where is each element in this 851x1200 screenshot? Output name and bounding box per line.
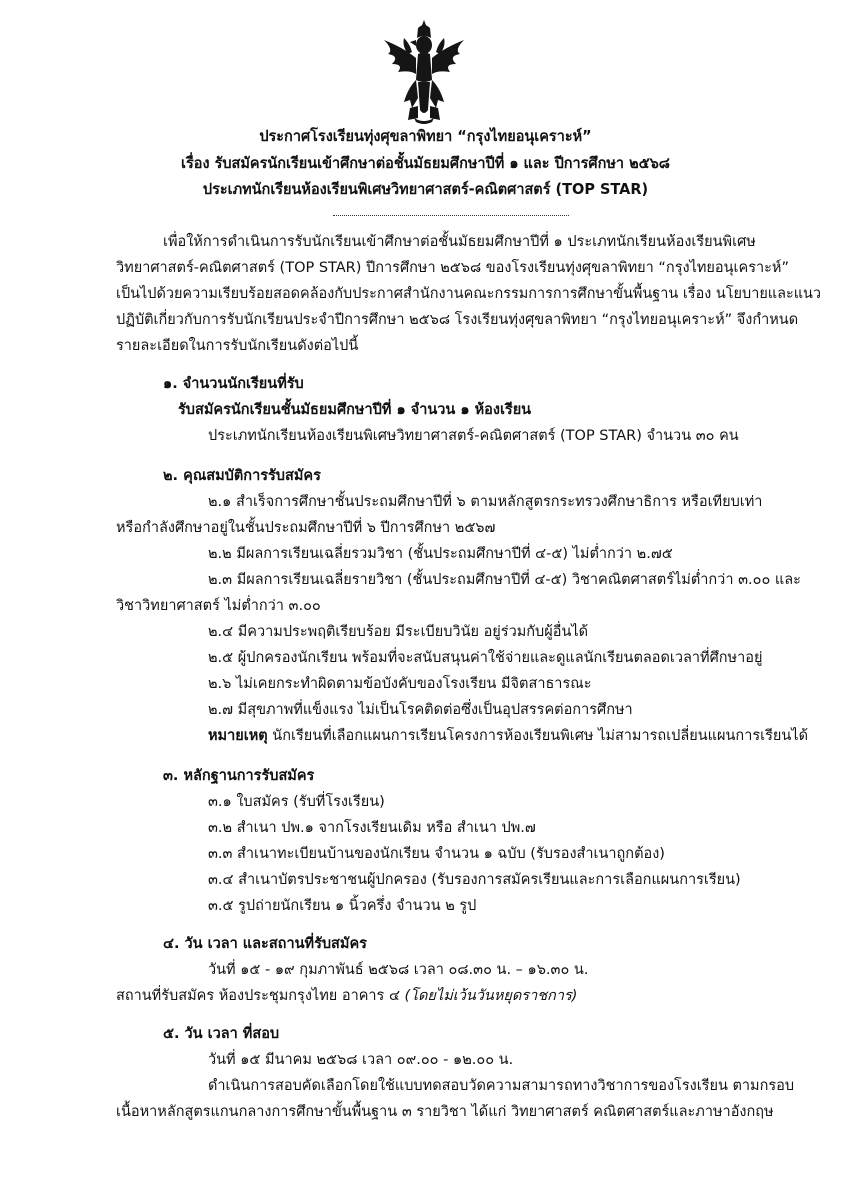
intro-line: เพื่อให้การดำเนินการรับนักเรียนเข้าศึกษาต่อชั้นมัธยมศึกษาปีที่ ๑ ประเภทนักเรียนห้องเรียนพิเศษ bbox=[163, 234, 756, 250]
section-3-heading: ๓. หลักฐานการรับสมัคร bbox=[163, 768, 315, 784]
exam-description: ดำเนินการสอบคัดเลือกโดยใช้แบบทดสอบวัดความสามารถทางวิชาการของโรงเรียน ตามกรอบ bbox=[208, 1078, 795, 1094]
application-place-text: สถานที่รับสมัคร ห้องประชุมกรุงไทย อาคาร ๔ bbox=[116, 988, 405, 1004]
intro-line: วิทยาศาสตร์-คณิตศาสตร์ (TOP STAR) ปีการศึกษา ๒๕๖๘ ของโรงเรียนทุ่งศุขลาพิทยา “กรุงไทยอนุเคราะห์” bbox=[116, 260, 789, 276]
garuda-emblem-icon bbox=[374, 18, 474, 124]
qualification-item: ๒.๒ มีผลการเรียนเฉลี่ยรวมวิชา (ชั้นประถมศึกษาปีที่ ๔-๕) ไม่ต่ำกว่า ๒.๗๕ bbox=[208, 546, 673, 562]
qualification-note bbox=[208, 726, 808, 746]
document-item: ๓.๕ รูปถ่ายนักเรียน ๑ นิ้วครึ่ง จำนวน ๒ รูป bbox=[208, 898, 477, 914]
dotted-divider bbox=[333, 215, 569, 216]
announcement-subject: เรื่อง รับสมัครนักเรียนเข้าศึกษาต่อชั้นมัธยมศึกษาปีที่ ๑ และ ปีการศึกษา ๒๕๖๘ bbox=[181, 154, 670, 172]
exam-description-cont: เนื้อหาหลักสูตรแกนกลางการศึกษาขั้นพื้นฐาน ๓ รายวิชา ได้แก่ วิทยาศาสตร์ คณิตศาสตร์และภาษาอังกฤษ bbox=[116, 1104, 774, 1120]
document-item: ๓.๓ สำเนาทะเบียนบ้านของนักเรียน จำนวน ๑ ฉบับ (รับรองสำเนาถูกต้อง) bbox=[208, 846, 665, 862]
intro-line: ปฏิบัติเกี่ยวกับการรับนักเรียนประจำปีการศึกษา ๒๕๖๘ โรงเรียนทุ่งศุขลาพิทยา “กรุงไทยอนุเคราะห์” จึงกำหนด bbox=[116, 312, 799, 328]
application-place bbox=[116, 986, 577, 1006]
section-1-heading: ๑. จำนวนนักเรียนที่รับ bbox=[163, 376, 304, 392]
qualification-item: ๒.๓ มีผลการเรียนเฉลี่ยรายวิชา (ชั้นประถมศึกษาปีที่ ๔-๕) วิชาคณิตศาสตร์ไม่ต่ำกว่า ๓.๐๐ และ bbox=[208, 572, 801, 588]
application-date: วันที่ ๑๕ - ๑๙ กุมภาพันธ์ ๒๕๖๘ เวลา ๐๘.๓๐ น. – ๑๖.๓๐ น. bbox=[208, 962, 589, 978]
section-5-heading: ๕. วัน เวลา ที่สอบ bbox=[163, 1026, 280, 1042]
intro-line: รายละเอียดในการรับนักเรียนดังต่อไปนี้ bbox=[116, 338, 359, 354]
qualification-item: ๒.๖ ไม่เคยกระทำผิดตามข้อบังคับของโรงเรียน มีจิตสาธารณะ bbox=[208, 676, 592, 692]
section-2-heading: ๒. คุณสมบัติการรับสมัคร bbox=[163, 468, 321, 484]
section-1-detail: ประเภทนักเรียนห้องเรียนพิเศษวิทยาศาสตร์-คณิตศาสตร์ (TOP STAR) จำนวน ๓๐ คน bbox=[208, 428, 739, 444]
section-4-heading: ๔. วัน เวลา และสถานที่รับสมัคร bbox=[163, 936, 367, 952]
qualification-item: ๒.๑ สำเร็จการศึกษาชั้นประถมศึกษาปีที่ ๖ ตามหลักสูตรกระทรวงศึกษาธิการ หรือเทียบเท่า bbox=[208, 494, 763, 510]
qualification-item: ๒.๕ ผู้ปกครองนักเรียน พร้อมที่จะสนับสนุนค่าใช้จ่ายและดูแลนักเรียนตลอดเวลาที่ศึกษาอยู่ bbox=[208, 650, 763, 666]
document-item: ๓.๑ ใบสมัคร (รับที่โรงเรียน) bbox=[208, 794, 385, 810]
intro-line: เป็นไปด้วยความเรียบร้อยสอดคล้องกับประกาศสำนักงานคณะกรรมการการศึกษาขั้นพื้นฐาน เรื่อง นโยบายและแนว bbox=[116, 286, 822, 302]
qualification-item-cont: หรือกำลังศึกษาอยู่ในชั้นประถมศึกษาปีที่ ๖ ปีการศึกษา ๒๕๖๗ bbox=[116, 520, 496, 536]
application-place-note: (โดยไม่เว้นวันหยุดราชการ) bbox=[404, 988, 578, 1004]
note-label: หมายเหตุ bbox=[208, 728, 268, 744]
document-item: ๓.๔ สำเนาบัตรประชาชนผู้ปกครอง (รับรองการสมัครเรียนและการเลือกแผนการเรียน) bbox=[208, 872, 741, 888]
note-text: นักเรียนที่เลือกแผนการเรียนโครงการห้องเรียนพิเศษ ไม่สามารถเปลี่ยนแผนการเรียนได้ bbox=[267, 728, 808, 744]
exam-date: วันที่ ๑๕ มีนาคม ๒๕๖๘ เวลา ๐๙.๐๐ - ๑๒.๐๐ น. bbox=[208, 1052, 514, 1068]
document-item: ๓.๒ สำเนา ปพ.๑ จากโรงเรียนเดิม หรือ สำเนา ปพ.๗ bbox=[208, 820, 536, 836]
section-1-subheading: รับสมัครนักเรียนชั้นมัธยมศึกษาปีที่ ๑ จำนวน ๑ ห้องเรียน bbox=[178, 402, 532, 418]
announcement-category: ประเภทนักเรียนห้องเรียนพิเศษวิทยาศาสตร์-คณิตศาสตร์ (TOP STAR) bbox=[202, 180, 649, 198]
qualification-item: ๒.๗ มีสุขภาพที่แข็งแรง ไม่เป็นโรคติดต่อซึ่งเป็นอุปสรรคต่อการศึกษา bbox=[208, 702, 633, 718]
qualification-item: ๒.๔ มีความประพฤติเรียบร้อย มีระเบียบวินัย อยู่ร่วมกับผู้อื่นได้ bbox=[208, 624, 589, 640]
qualification-item-cont: วิชาวิทยาศาสตร์ ไม่ต่ำกว่า ๓.๐๐ bbox=[116, 598, 321, 614]
announcement-title: ประกาศโรงเรียนทุ่งศุขลาพิทยา “กรุงไทยอนุเคราะห์” bbox=[259, 127, 592, 145]
